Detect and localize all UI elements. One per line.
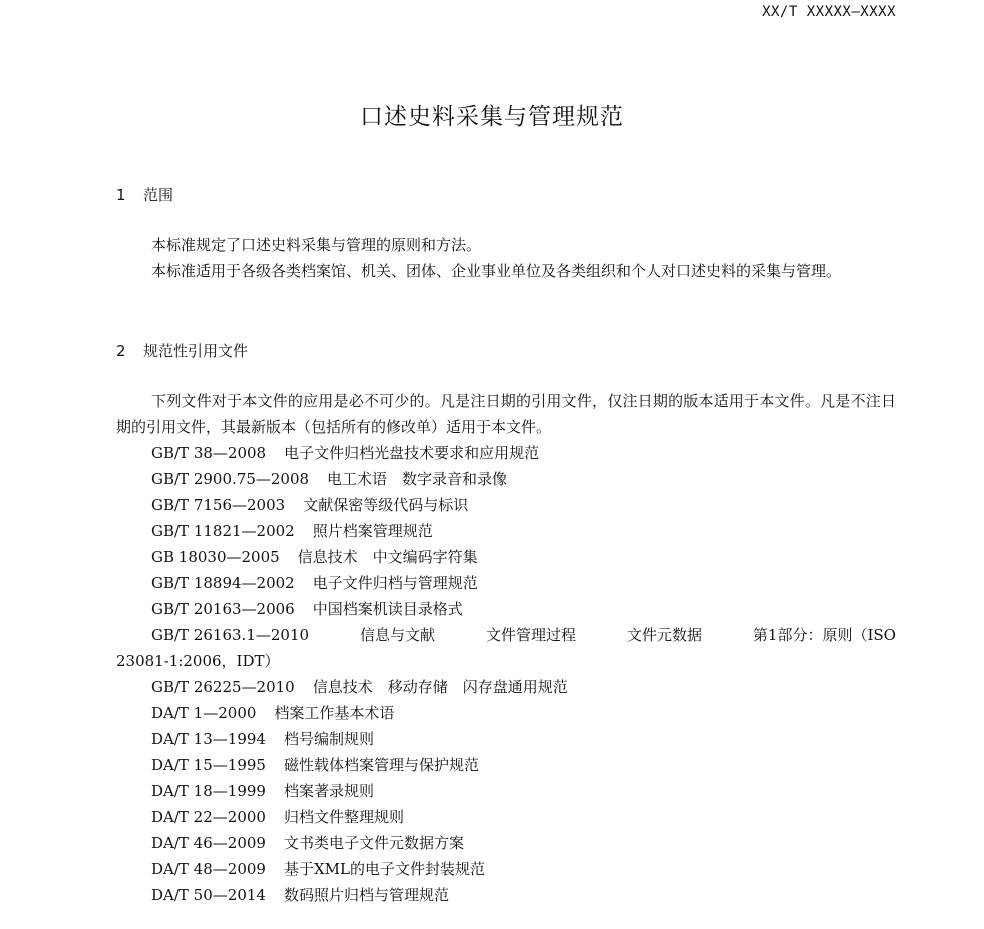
reference-code: DA/T 1—2000 [151, 704, 257, 722]
reference-list [116, 440, 896, 908]
reference-continuation: 23081-1:2006，IDT） [116, 652, 280, 670]
reference-title: 文献保密等级代码与标识 [303, 496, 469, 514]
reference-item [116, 674, 896, 700]
reference-item [116, 492, 896, 518]
references-intro [116, 388, 896, 440]
reference-code: DA/T 18—1999 [151, 782, 266, 800]
reference-code: GB/T 2900.75—2008 [151, 470, 310, 488]
section-number: 2 [116, 342, 126, 360]
reference-title: 文书类电子文件元数据方案 [283, 834, 464, 852]
section-heading-scope [116, 184, 173, 205]
reference-title: 电工术语 数字录音和录像 [327, 470, 508, 488]
paragraph: 下列文件对于本文件的应用是必不可少的。凡是注日期的引用文件，仅注日期的版本适用于本文件。凡是不注日期的引用文件，其最新版本（包括所有的修改单）适用于本文件。 [116, 392, 896, 436]
scope-body [116, 232, 896, 284]
reference-item [116, 700, 896, 726]
reference-item [116, 544, 896, 570]
reference-code: GB/T 26163.1—2010 [151, 626, 310, 644]
reference-title: 电子文件归档光盘技术要求和应用规范 [284, 444, 540, 462]
reference-title-part: 第1部分：原则（ISO [752, 626, 896, 644]
reference-title: 信息技术 移动存储 闪存盘通用规范 [312, 678, 568, 696]
section-title: 规范性引用文件 [143, 342, 249, 360]
reference-title: 磁性载体档案管理与保护规范 [283, 756, 479, 774]
section-title: 范围 [143, 186, 174, 204]
reference-item [116, 752, 896, 778]
reference-code: DA/T 22—2000 [151, 808, 266, 826]
reference-code: GB 18030—2005 [151, 548, 280, 566]
reference-item [116, 882, 896, 908]
reference-item [116, 804, 896, 830]
reference-title: 基于XML的电子文件封装规范 [283, 860, 485, 878]
reference-item [116, 466, 896, 492]
reference-title: 档案工作基本术语 [274, 704, 395, 722]
reference-item [116, 596, 896, 622]
reference-item [116, 570, 896, 596]
reference-code: DA/T 13—1994 [151, 730, 266, 748]
reference-title-part: 文件元数据 [626, 626, 702, 644]
reference-title: 数码照片归档与管理规范 [283, 886, 449, 904]
reference-item [116, 778, 896, 804]
reference-code: GB/T 11821—2002 [151, 522, 295, 540]
reference-code: GB/T 7156—2003 [151, 496, 286, 514]
reference-title: 信息技术 中文编码字符集 [297, 548, 478, 566]
section-heading-normative-references [116, 340, 248, 361]
reference-title-part: 信息与文献 [360, 626, 436, 644]
standard-code: XX/T XXXXX—XXXX [762, 4, 896, 20]
reference-title: 归档文件整理规则 [283, 808, 404, 826]
reference-item [116, 726, 896, 752]
reference-item [116, 622, 896, 674]
reference-title-part: 文件管理过程 [485, 626, 576, 644]
reference-code: GB/T 20163—2006 [151, 600, 295, 618]
reference-code: DA/T 46—2009 [151, 834, 266, 852]
reference-title: 档案著录规则 [283, 782, 374, 800]
document-title: 口述史料采集与管理规范 [360, 104, 624, 130]
reference-code: GB/T 38—2008 [151, 444, 267, 462]
reference-item [116, 518, 896, 544]
reference-code: DA/T 15—1995 [151, 756, 266, 774]
reference-line [116, 622, 896, 648]
reference-title: 电子文件归档与管理规范 [312, 574, 478, 592]
paragraph: 本标准规定了口述史料采集与管理的原则和方法。 [151, 236, 482, 254]
reference-title: 中国档案机读目录格式 [312, 600, 463, 618]
reference-title: 照片档案管理规范 [312, 522, 433, 540]
reference-code: DA/T 50—2014 [151, 886, 266, 904]
reference-item [116, 856, 896, 882]
paragraph: 本标准适用于各级各类档案馆、机关、团体、企业事业单位及各类组织和个人对口述史料的采集与管理。 [151, 262, 842, 280]
reference-code: GB/T 26225—2010 [151, 678, 295, 696]
section-number: 1 [116, 186, 126, 204]
reference-code: GB/T 18894—2002 [151, 574, 295, 592]
reference-title: 档号编制规则 [283, 730, 374, 748]
reference-item [116, 830, 896, 856]
reference-code: DA/T 48—2009 [151, 860, 266, 878]
reference-item [116, 440, 896, 466]
